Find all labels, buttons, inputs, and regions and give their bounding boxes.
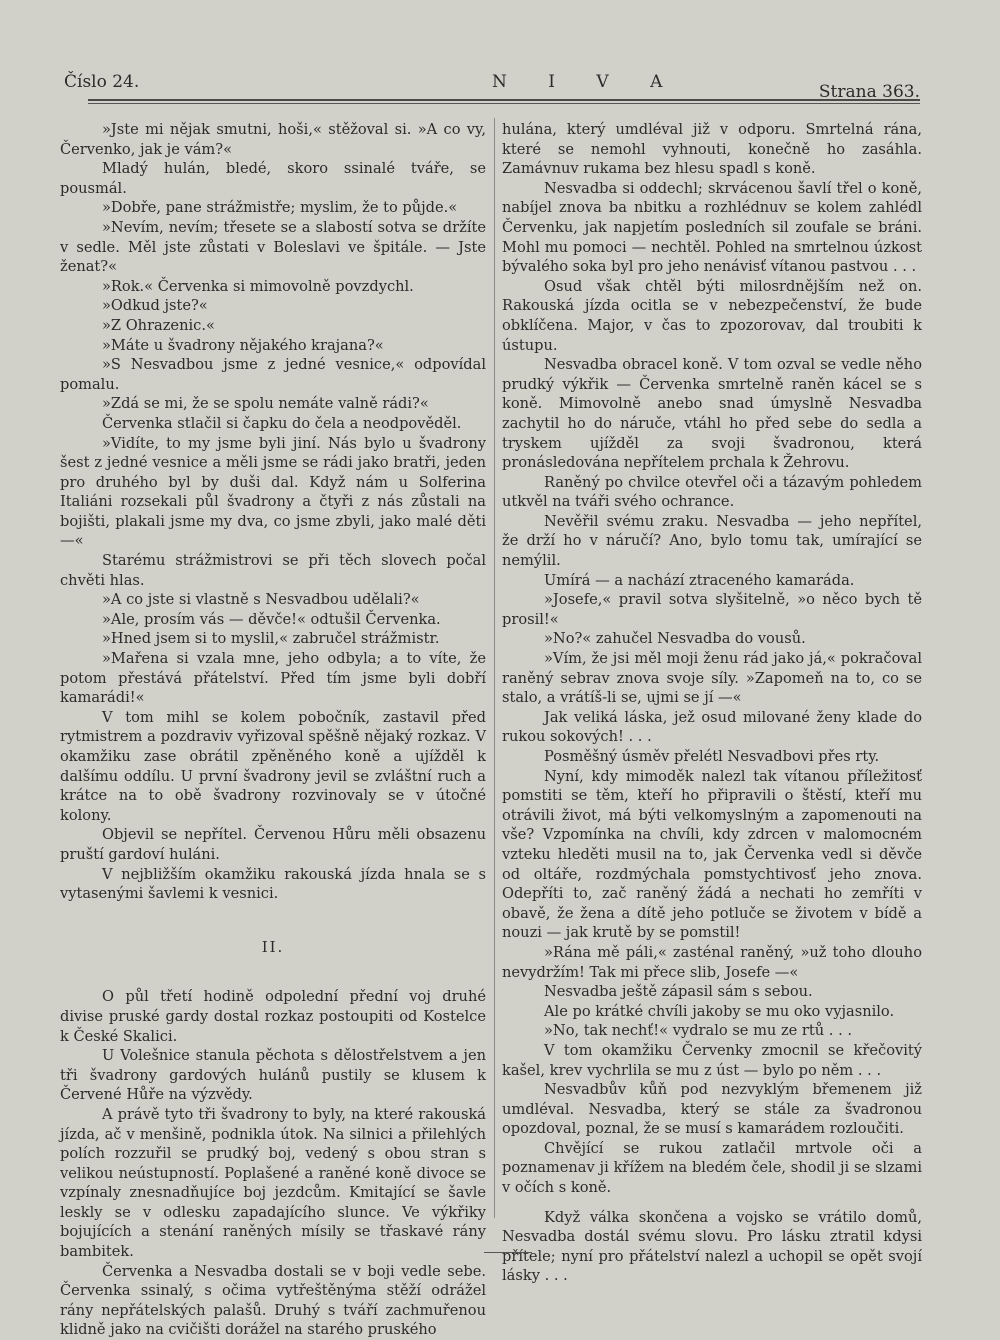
paragraph: Jak veliká láska, jež osud milované ženy klade do rukou sokových! . . .	[502, 708, 922, 746]
right-column-text	[502, 120, 922, 1286]
header-rule	[88, 99, 920, 101]
paragraph: »Rok.« Červenka si mimovolně povzdychl.	[102, 277, 414, 295]
page-header	[60, 72, 920, 100]
paragraph: Nesvadbův kůň pod nezvyklým břemenem již umdléval. Nesvadba, který se stále za švadronou opozdoval, poznal, že se musí s kamarádem rozloučiti.	[502, 1081, 922, 1138]
right-column	[502, 120, 922, 1286]
magazine-title: N I V A	[492, 72, 681, 92]
paragraph: Červenka stlačil si čapku do čela a neodpověděl.	[102, 414, 462, 432]
paragraph: V nejbližším okamžiku rakouská jízda hnala se s vytasenými šavlemi k vesnici.	[60, 865, 486, 903]
paragraph: V tom mihl se kolem pobočník, zastavil před rytmistrem a pozdraviv vyřizoval spěšně nějaký rozkaz. V okamžiku zase obrátil zpěněného koně a ujížděl k dalšímu oddílu. U první švadrony jevil se zvláštní ruch a krátce na to obě švadrony rozvinovaly se v útočné kolony.	[60, 708, 486, 824]
paragraph: U Volešnice stanula pěchota s dělostřelstvem a jen tři švadrony gardových hulánů pustily se klusem k Červené Hůře na výzvědy.	[60, 1047, 486, 1104]
paragraph: hulána, který umdléval již v odporu. Smrtelná rána, které se nemohl vyhnouti, konečně ho zasáhla. Zamávnuv rukama bez hlesu spadl s koně.	[502, 121, 922, 178]
issue-number: Číslo 24.	[64, 72, 140, 92]
paragraph: »Hned jsem si to myslil,« zabručel strážmistr.	[102, 630, 440, 648]
paragraph: Umírá — a nachází ztraceného kamaráda.	[544, 571, 855, 589]
paragraph: »S Nesvadbou jsme z jedné vesnice,« odpovídal pomalu.	[60, 356, 486, 393]
paragraph: »A co jste si vlastně s Nesvadbou udělali?«	[102, 591, 420, 609]
paragraph: »Zdá se mi, že se spolu nemáte valně rádi?«	[102, 395, 429, 413]
left-column-part-1	[60, 120, 486, 904]
paragraph: Mladý hulán, bledé, skoro ssinalé tváře, se pousmál.	[60, 160, 486, 197]
paragraph: »Mařena si vzala mne, jeho odbyla; a to víte, že potom přestává přátelství. Před tím jsme byli dobří kamarádi!«	[60, 650, 486, 707]
paragraph: Osud však chtěl býti milosrdnějším než on. Rakouská jízda ocitla se v nebezpečenství, že bude obklíčena. Major, v čas to zpozorovav, dal troubiti k ústupu.	[502, 277, 922, 354]
header-rule-thin	[88, 103, 920, 104]
paragraph: Nevěřil svému zraku. Nesvadba — jeho nepřítel, že drží ho v náručí? Ano, bylo tomu tak, umírající se nemýlil.	[502, 512, 922, 570]
paragraph: »No, tak nechť!« vydralo se mu ze rtů . . .	[544, 1022, 852, 1040]
column-divider	[494, 118, 495, 1218]
paragraph: Když válka skončena a vojsko se vrátilo domů, Nesvadba dostál svému slovu. Pro lásku ztratil kdysi přítele; nyní pro přátelství nalezl a uchopil se opět svojí lásky . . .	[502, 1208, 922, 1285]
paragraph: A právě tyto tři švadrony to byly, na které rakouská jízda, ač v menšině, podnikla útok. Na silnici a přilehlých polích rozzuřil se prudký boj, vedený s obou stran s velikou neústupností. Poplašené a raněné koně divoce se vzpínaly znesnadňujíce boj jezdcům. Kmitající se šavle leskly se v odlesku zapadajícího slunce. Ve výkřiky bojujících a stenání raněných mísily se třaskavé rány bambitek.	[60, 1105, 486, 1261]
page-number: Strana 363.	[818, 82, 920, 102]
paragraph: »Dobře, pane strážmistře; myslim, že to půjde.«	[102, 199, 458, 217]
paragraph: O půl třetí hodině odpolední přední voj druhé divise pruské gardy dostal rozkaz postoupiti od Kostelce k České Skalici.	[60, 988, 486, 1045]
paragraph: Nesvadba obracel koně. V tom ozval se vedle něho prudký výkřik — Červenka smrtelně raněn kácel se s koně. Mimovolně anebo snad úmyslně Nesvadba zachytil ho do náruče, vtáhl ho před sebe do sedla a tryskem ujížděl za svoji švadronou, která pronásledována nepřítelem prchala k Žehrovu.	[502, 356, 922, 472]
paragraph: Starému strážmistrovi se při těch slovech počal chvěti hlas.	[60, 552, 486, 589]
paragraph: »Vím, že jsi měl moji ženu rád jako já,« pokračoval raněný sebrav znova svoje síly. »Zapomeň na to, co se stalo, a vrátíš-li se, ujmi se jí —«	[502, 650, 922, 707]
paragraph	[502, 1198, 922, 1208]
section-heading: II.	[261, 937, 285, 956]
paragraph: »Z Ohrazenic.«	[102, 316, 215, 334]
paragraph: »Jste mi nějak smutni, hoši,« stěžoval si. »A co vy, Červenko, jak je vám?«	[60, 121, 486, 158]
left-column-part-2	[60, 987, 486, 1340]
paragraph: »No?« zahučel Nesvadba do vousů.	[544, 630, 806, 648]
end-rule	[484, 1252, 532, 1253]
paragraph: Raněný po chvilce otevřel oči a tázavým pohledem utkvěl na tváři svého ochrance.	[502, 473, 922, 511]
paragraph: »Josefe,« pravil sotva slyšitelně, »o něco bych tě prosil!«	[502, 591, 922, 628]
paragraph: Chvějící se rukou zatlačil mrtvole oči a poznamenav ji křížem na bledém čele, shodil ji se slzami v očích s koně.	[502, 1139, 922, 1197]
paragraph: Posměšný úsměv přelétl Nesvadbovi přes rty.	[544, 748, 880, 765]
paragraph: V tom okamžiku Červenky zmocnil se křečovitý kašel, krev vychrlila se mu z úst — bylo po něm . . .	[502, 1041, 922, 1079]
paragraph: »Ale, prosím vás — děvče!« odtušil Červenka.	[102, 610, 441, 628]
paragraph: Nyní, kdy mimoděk nalezl tak vítanou příležitosť pomstiti se těm, kteří ho připravili o štěstí, kteří mu otrávili život, má býti velkomyslným a zapomenouti na vše? Vzpomínka na chvíli, kdy zdrcen v malomocném vzteku hleděti musil na to, jak Červenka vedl si děvče od oltáře, rozdmýchala pomstychtivosť jeho znova. Odepříti to, zač raněný žádá a nechati ho zemříti v obavě, že žena a dítě jeho potluče se životem v bídě a nouzi — jak krutě by se pomstil!	[502, 767, 922, 942]
paragraph: Nesvadba si oddechl; skrvácenou šavlí třel o koně, nabíjel znova ba nbitku a rozhlédnuv se kolem zahlédl Červenku, jak napjetím posledních sil zoufale se bráni. Mohl mu pomoci — nechtěl. Pohled na smrtelnou úzkost bývalého soka byl pro jeho nenávisť vítanou pastvou . . .	[502, 179, 922, 276]
paragraph: »Rána mě páli,« zasténal raněný, »už toho dlouho nevydržím! Tak mi přece slib, Josefe —«	[502, 943, 922, 981]
paragraph: Červenka a Nesvadba dostali se v boji vedle sebe. Červenka ssinalý, s očima vytřeštěnýma stěží odrážel rány nepřátelských palašů. Druhý s tváří zachmuřenou klidně jako na cvičišti dorážel na starého pruského	[60, 1262, 486, 1339]
paragraph: »Vidíte, to my jsme byli jiní. Nás bylo u švadrony šest z jedné vesnice a měli jsme se rádi jako bratři, jeden pro druhého byl by duši dal. Když nám u Solferina Italiáni rozsekali půl švadrony a čtyři z nás zůstali na bojišti, plakali jsme my dva, co jsme zbyli, jako malé děti —«	[60, 434, 486, 550]
paragraph: »Odkud jste?«	[102, 297, 208, 315]
paragraph: Objevil se nepřítel. Červenou Hůru měli obsazenu pruští gardoví huláni.	[60, 826, 486, 863]
paragraph: »Máte u švadrony nějakého krajana?«	[102, 336, 384, 354]
paragraph: Nesvadba ještě zápasil sám s sebou.	[544, 983, 813, 1001]
paragraph: »Nevím, nevím; třesete se a slabostí sotva se držíte v sedle. Měl jste zůstati v Boleslavi ve špitále. — Jste ženat?«	[60, 218, 486, 276]
paragraph: Ale po krátké chvíli jakoby se mu oko vyjasnilo.	[544, 1002, 895, 1020]
left-column	[60, 120, 486, 1340]
